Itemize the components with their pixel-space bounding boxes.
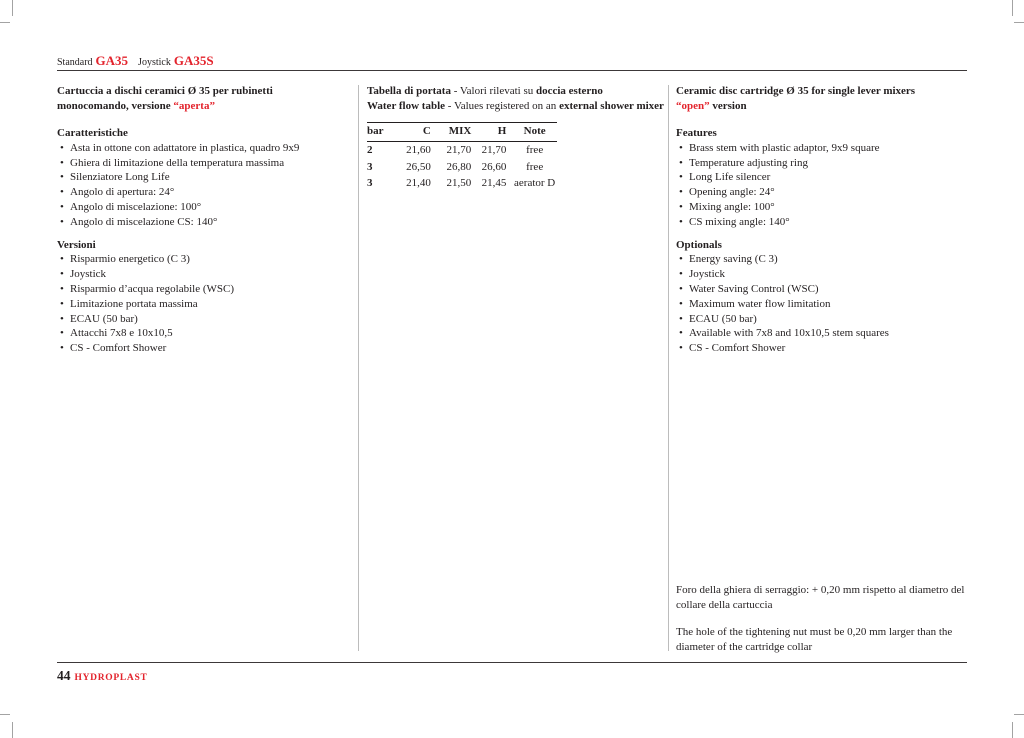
cell-c: 21,60 — [406, 143, 431, 156]
list-item: • Water Saving Control (WSC) — [676, 282, 968, 297]
crop-mark-bottom-left-h — [0, 714, 10, 715]
list-item: • Maximum water flow limitation — [676, 297, 968, 312]
column-english — [676, 84, 968, 356]
cell-note: free — [526, 160, 544, 173]
note-italian: Foro della ghiera di serraggio: + 0,20 mm rispetto al diametro del collare della cartuccia — [676, 584, 965, 611]
note-english: The hole of the tightening nut must be 0,20 mm larger than the diameter of the cartridge collar — [676, 626, 953, 653]
flow-title-en-bold2: external shower mixer — [559, 100, 664, 112]
series-standard-label: Standard — [57, 57, 93, 68]
flow-table-title — [367, 84, 664, 114]
crop-mark-top-left-h — [0, 22, 10, 23]
optionals-heading: Optionals — [676, 238, 722, 251]
list-item: • Angolo di miscelazione CS: 140° — [57, 215, 349, 230]
table-row — [367, 141, 557, 158]
crop-mark-top-right-h — [1014, 22, 1024, 23]
cell-bar: 3 — [367, 177, 373, 190]
cell-bar: 2 — [367, 143, 373, 156]
series-standard-code: GA35 — [95, 53, 129, 68]
features-list — [676, 141, 968, 230]
list-item: • Angolo di miscelazione: 100° — [57, 200, 349, 215]
col-header-c: C — [394, 123, 431, 142]
list-item: • Mixing angle: 100° — [676, 200, 968, 215]
column-divider — [668, 85, 669, 651]
optionals-list — [676, 252, 968, 356]
list-item: • ECAU (50 bar) — [676, 312, 968, 327]
list-item: • CS - Comfort Shower — [57, 341, 349, 356]
table-header-row — [367, 123, 557, 142]
header-rule — [57, 70, 967, 71]
water-flow-table — [367, 122, 557, 192]
cartridge-title-en-line1: Ceramic disc cartridge Ø 35 for single lever mixers — [676, 85, 916, 97]
cartridge-title-en — [676, 84, 968, 114]
list-item: • CS - Comfort Shower — [676, 341, 968, 356]
list-item: • Limitazione portata massima — [57, 297, 349, 312]
brand-name: HYDROPLAST — [74, 673, 148, 683]
page-number: 44 — [57, 668, 71, 683]
list-item: • Joystick — [57, 267, 349, 282]
cell-bar: 3 — [367, 160, 373, 173]
list-item: • Asta in ottone con adattatore in plastica, quadro 9x9 — [57, 141, 349, 156]
col-header-note: Note — [506, 123, 557, 142]
page-header — [57, 52, 967, 70]
col-header-bar: bar — [367, 123, 394, 142]
cell-mix: 21,50 — [446, 177, 472, 190]
cartridge-title-en-open: “open” — [676, 100, 710, 112]
cartridge-title-en-line2: version — [712, 100, 747, 112]
crop-mark-bottom-left-v — [12, 722, 13, 738]
versioni-list — [57, 252, 349, 356]
flow-title-it-bold: Tabella di portata — [367, 85, 451, 97]
cartridge-title-it — [57, 84, 349, 114]
series-joystick-label: Joystick — [138, 57, 171, 68]
tightening-nut-notes — [676, 583, 968, 654]
list-item: • Angolo di apertura: 24° — [57, 185, 349, 200]
page-footer — [57, 667, 147, 685]
cell-mix: 21,70 — [446, 143, 472, 156]
cartridge-title-it-line1: Cartuccia a dischi ceramici Ø 35 per rubinetti — [57, 85, 273, 97]
crop-mark-top-left-v — [12, 0, 13, 16]
list-item: • ECAU (50 bar) — [57, 312, 349, 327]
flow-title-en-regular: - Values registered on an — [447, 100, 557, 112]
series-joystick-code: GA35S — [173, 53, 214, 68]
flow-title-it-bold2: doccia esterno — [535, 85, 603, 97]
list-item: • Risparmio energetico (C 3) — [57, 252, 349, 267]
list-item: • Ghiera di limitazione della temperatura massima — [57, 156, 349, 171]
list-item: • Energy saving (C 3) — [676, 252, 968, 267]
crop-mark-bottom-right-h — [1014, 714, 1024, 715]
list-item: • Silenziatore Long Life — [57, 170, 349, 185]
col-header-mix: MIX — [431, 123, 471, 142]
cell-h: 21,45 — [481, 177, 507, 190]
flow-title-it-regular: - Valori rilevati su — [453, 85, 534, 97]
caratteristiche-list — [57, 141, 349, 230]
cartridge-title-it-aperta: “aperta” — [173, 100, 215, 112]
cell-c: 26,50 — [406, 160, 431, 173]
list-item: • Opening angle: 24° — [676, 185, 968, 200]
column-flow-table — [367, 84, 664, 192]
column-italian — [57, 84, 349, 356]
crop-mark-bottom-right-v — [1012, 722, 1013, 738]
cell-h: 21,70 — [481, 143, 507, 156]
cell-mix: 26,80 — [446, 160, 472, 173]
crop-mark-top-right-v — [1012, 0, 1013, 16]
list-item: • Temperature adjusting ring — [676, 156, 968, 171]
features-heading: Features — [676, 127, 717, 139]
cell-c: 21,40 — [406, 177, 431, 190]
flow-title-en-bold: Water flow table — [367, 100, 446, 112]
list-item: • Risparmio d’acqua regolabile (WSC) — [57, 282, 349, 297]
cell-note: free — [526, 143, 544, 156]
table-row — [367, 159, 557, 176]
cell-note: aerator D — [514, 177, 556, 190]
footer-rule — [57, 662, 967, 663]
list-item: • Brass stem with plastic adaptor, 9x9 square — [676, 141, 968, 156]
caratteristiche-heading: Caratteristiche — [57, 127, 128, 139]
list-item: • Joystick — [676, 267, 968, 282]
column-divider — [358, 85, 359, 651]
list-item: • Long Life silencer — [676, 170, 968, 185]
table-row — [367, 175, 557, 192]
versioni-heading: Versioni — [57, 238, 96, 251]
cell-h: 26,60 — [481, 160, 507, 173]
list-item: • Attacchi 7x8 e 10x10,5 — [57, 326, 349, 341]
col-header-h: H — [471, 123, 506, 142]
list-item: • Available with 7x8 and 10x10,5 stem squares — [676, 326, 968, 341]
list-item: • CS mixing angle: 140° — [676, 215, 968, 230]
cartridge-title-it-line2: monocomando, versione — [57, 100, 171, 112]
